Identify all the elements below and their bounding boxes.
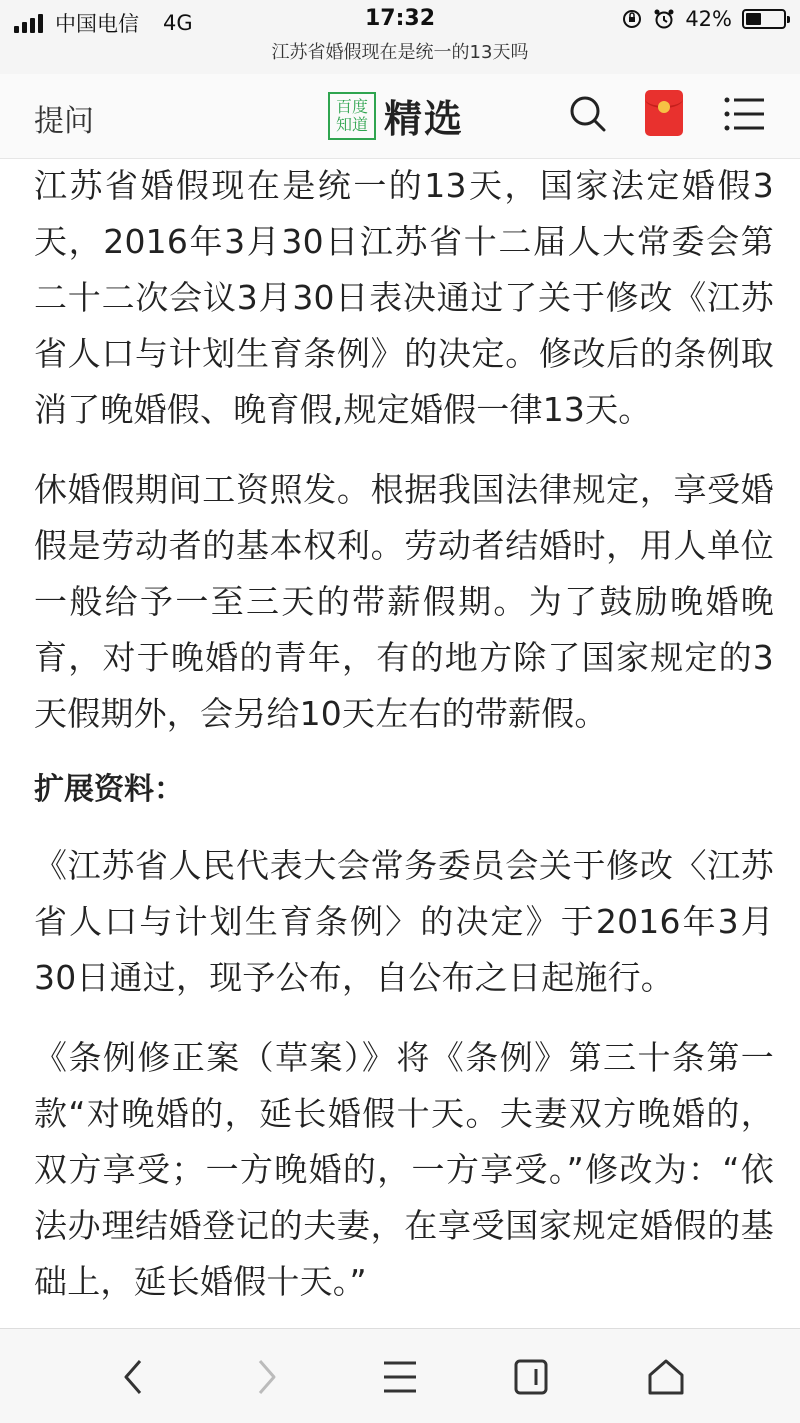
logo-box	[328, 92, 376, 140]
search-icon[interactable]	[568, 94, 608, 134]
menu-icon[interactable]	[378, 1355, 422, 1399]
status-right	[621, 7, 786, 31]
tabs-icon[interactable]	[510, 1355, 554, 1399]
page-url-title[interactable]: 江苏省婚假现在是统一的13天吗	[0, 40, 800, 74]
battery-icon	[742, 9, 786, 29]
extended-heading: 扩展资料：	[34, 772, 184, 807]
status-time: 17:32	[364, 6, 436, 31]
ask-button[interactable]: 提问	[34, 104, 94, 139]
baidu-zhidao-logo[interactable]	[328, 88, 464, 143]
logo-box-bottom: 知道	[335, 114, 368, 134]
status-bar	[0, 0, 800, 40]
answer-content	[34, 158, 774, 1328]
alarm-icon	[653, 8, 675, 30]
extended-paragraph: 《江苏省人民代表大会常务委员会关于修改〈江苏省人口与计划生育条例〉的决定》于2016年3月30日通过，现予公布，自公布之日起施行。	[34, 846, 774, 997]
forward-icon[interactable]	[244, 1355, 288, 1399]
carrier-name: 中国电信	[55, 12, 139, 36]
logo-box-top: 百度	[335, 96, 368, 116]
browser-toolbar	[0, 1328, 800, 1423]
answer-paragraph: 江苏省婚假现在是统一的13天，国家法定婚假3天，2016年3月30日江苏省十二届人大常委会第二十二次会议3月30日表决通过了关于修改《江苏省人口与计划生育条例》的决定。修改后的条例取消了晚婚假、晚育假,规定婚假一律13天。	[34, 166, 774, 429]
menu-icon[interactable]	[724, 96, 764, 132]
back-icon[interactable]	[112, 1355, 156, 1399]
answer-paragraph: 休婚假期间工资照发。根据我国法律规定，享受婚假是劳动者的基本权利。劳动者结婚时，用人单位一般给予一至三天的带薪假期。为了鼓励晚婚晚育，对于晚婚的青年，有的地方除了国家规定的3天假期外，会另给10天左右的带薪假。	[34, 470, 774, 733]
site-header	[0, 74, 800, 159]
logo-text: 精选	[384, 96, 465, 141]
extended-paragraph: 《条例修正案（草案）》将《条例》第三十条第一款“对晚婚的，延长婚假十天。夫妻双方晚婚的，双方享受；一方晚婚的，一方享受。”修改为：“依法办理结婚登记的夫妻，在享受国家规定婚假的基础上，延长婚假十天。”	[34, 1038, 774, 1301]
red-packet-icon[interactable]	[645, 90, 683, 136]
orientation-lock-icon	[621, 8, 643, 30]
battery-percent: 42%	[685, 7, 732, 31]
home-icon[interactable]	[644, 1355, 688, 1399]
network-type: 4G	[163, 11, 193, 35]
